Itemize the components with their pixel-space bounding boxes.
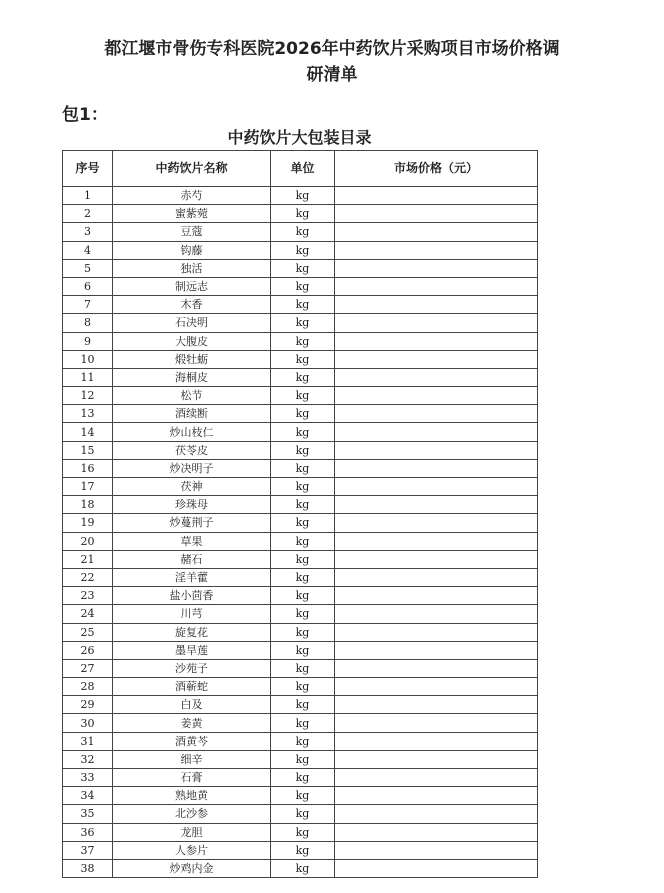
market-price[interactable] xyxy=(335,350,538,368)
herb-name: 白及 xyxy=(113,696,271,714)
herb-name: 炒蔓荆子 xyxy=(113,514,271,532)
herb-name: 酒续断 xyxy=(113,405,271,423)
unit: kg xyxy=(271,623,335,641)
row-number: 30 xyxy=(63,714,113,732)
unit: kg xyxy=(271,368,335,386)
row-number: 10 xyxy=(63,350,113,368)
herb-name: 细辛 xyxy=(113,750,271,768)
row-number: 17 xyxy=(63,478,113,496)
table-row xyxy=(63,205,538,223)
herb-name: 蜜紫菀 xyxy=(113,205,271,223)
market-price[interactable] xyxy=(335,514,538,532)
herb-name: 豆蔻 xyxy=(113,223,271,241)
row-number: 38 xyxy=(63,859,113,877)
market-price[interactable] xyxy=(335,368,538,386)
table-row xyxy=(63,750,538,768)
row-number: 8 xyxy=(63,314,113,332)
table-row xyxy=(63,641,538,659)
table-row xyxy=(63,696,538,714)
row-number: 26 xyxy=(63,641,113,659)
header-name: 中药饮片名称 xyxy=(113,151,271,187)
row-number: 37 xyxy=(63,841,113,859)
unit: kg xyxy=(271,841,335,859)
unit: kg xyxy=(271,205,335,223)
herb-name: 海桐皮 xyxy=(113,368,271,386)
unit: kg xyxy=(271,732,335,750)
unit: kg xyxy=(271,259,335,277)
unit: kg xyxy=(271,641,335,659)
market-price[interactable] xyxy=(335,823,538,841)
herb-name: 茯神 xyxy=(113,478,271,496)
table-row xyxy=(63,823,538,841)
market-price[interactable] xyxy=(335,459,538,477)
row-number: 4 xyxy=(63,241,113,259)
unit: kg xyxy=(271,787,335,805)
package-label: 包1： xyxy=(62,105,108,125)
unit: kg xyxy=(271,405,335,423)
table-row xyxy=(63,332,538,350)
herb-name: 珍珠母 xyxy=(113,496,271,514)
market-price[interactable] xyxy=(335,241,538,259)
unit: kg xyxy=(271,568,335,586)
unit: kg xyxy=(271,441,335,459)
unit: kg xyxy=(271,350,335,368)
unit: kg xyxy=(271,696,335,714)
herb-name: 钩藤 xyxy=(113,241,271,259)
herb-name: 煅牡蛎 xyxy=(113,350,271,368)
row-number: 29 xyxy=(63,696,113,714)
market-price[interactable] xyxy=(335,623,538,641)
title-line-1: 都江堰市骨伤专科医院2026年中药饮片采购项目市场价格调 xyxy=(104,39,560,59)
table-row xyxy=(63,859,538,877)
row-number: 23 xyxy=(63,587,113,605)
herb-name: 赤芍 xyxy=(113,187,271,205)
row-number: 18 xyxy=(63,496,113,514)
herb-name: 松节 xyxy=(113,387,271,405)
herb-name: 姜黄 xyxy=(113,714,271,732)
herb-name: 独活 xyxy=(113,259,271,277)
header-no: 序号 xyxy=(63,151,113,187)
unit: kg xyxy=(271,478,335,496)
row-number: 35 xyxy=(63,805,113,823)
table-row xyxy=(63,769,538,787)
herb-name: 旋复花 xyxy=(113,623,271,641)
row-number: 14 xyxy=(63,423,113,441)
table-row xyxy=(63,714,538,732)
unit: kg xyxy=(271,514,335,532)
market-price[interactable] xyxy=(335,441,538,459)
market-price[interactable] xyxy=(335,859,538,877)
herb-name: 草果 xyxy=(113,532,271,550)
herb-name: 石膏 xyxy=(113,769,271,787)
row-number: 24 xyxy=(63,605,113,623)
unit: kg xyxy=(271,296,335,314)
unit: kg xyxy=(271,714,335,732)
unit: kg xyxy=(271,659,335,677)
market-price[interactable] xyxy=(335,332,538,350)
row-number: 9 xyxy=(63,332,113,350)
herb-name: 盐小茴香 xyxy=(113,587,271,605)
market-price[interactable] xyxy=(335,259,538,277)
row-number: 5 xyxy=(63,259,113,277)
unit: kg xyxy=(271,678,335,696)
market-price[interactable] xyxy=(335,187,538,205)
market-price[interactable] xyxy=(335,841,538,859)
row-number: 19 xyxy=(63,514,113,532)
unit: kg xyxy=(271,859,335,877)
table-header-row xyxy=(63,151,538,187)
unit: kg xyxy=(271,805,335,823)
herb-name: 制远志 xyxy=(113,277,271,295)
row-number: 31 xyxy=(63,732,113,750)
herb-name: 酒蕲蛇 xyxy=(113,678,271,696)
table-row xyxy=(63,732,538,750)
herb-name: 沙苑子 xyxy=(113,659,271,677)
unit: kg xyxy=(271,187,335,205)
unit: kg xyxy=(271,332,335,350)
table-row xyxy=(63,841,538,859)
herb-name: 茯苓皮 xyxy=(113,441,271,459)
herb-name: 木香 xyxy=(113,296,271,314)
table-row xyxy=(63,387,538,405)
table-row xyxy=(63,787,538,805)
herb-name: 北沙参 xyxy=(113,805,271,823)
table-row xyxy=(63,405,538,423)
row-number: 21 xyxy=(63,550,113,568)
market-price[interactable] xyxy=(335,532,538,550)
market-price[interactable] xyxy=(335,641,538,659)
row-number: 1 xyxy=(63,187,113,205)
unit: kg xyxy=(271,823,335,841)
row-number: 13 xyxy=(63,405,113,423)
table-row xyxy=(63,550,538,568)
table-row xyxy=(63,187,538,205)
market-price[interactable] xyxy=(335,714,538,732)
market-price[interactable] xyxy=(335,769,538,787)
row-number: 6 xyxy=(63,277,113,295)
table-title: 中药饮片大包装目录 xyxy=(227,128,372,147)
herb-name: 大腹皮 xyxy=(113,332,271,350)
row-number: 33 xyxy=(63,769,113,787)
document-title xyxy=(40,36,624,88)
row-number: 2 xyxy=(63,205,113,223)
market-price[interactable] xyxy=(335,387,538,405)
unit: kg xyxy=(271,750,335,768)
table-row xyxy=(63,532,538,550)
row-number: 34 xyxy=(63,787,113,805)
row-number: 36 xyxy=(63,823,113,841)
header-price: 市场价格（元） xyxy=(335,151,538,187)
row-number: 11 xyxy=(63,368,113,386)
table-row xyxy=(63,296,538,314)
market-price[interactable] xyxy=(335,587,538,605)
row-number: 12 xyxy=(63,387,113,405)
market-price[interactable] xyxy=(335,478,538,496)
table-row xyxy=(63,277,538,295)
market-price[interactable] xyxy=(335,423,538,441)
unit: kg xyxy=(271,769,335,787)
table-row xyxy=(63,805,538,823)
herb-name: 淫羊藿 xyxy=(113,568,271,586)
row-number: 22 xyxy=(63,568,113,586)
table-row xyxy=(63,496,538,514)
row-number: 16 xyxy=(63,459,113,477)
market-price[interactable] xyxy=(335,568,538,586)
herb-name: 炒决明子 xyxy=(113,459,271,477)
table-row xyxy=(63,514,538,532)
row-number: 3 xyxy=(63,223,113,241)
table-row xyxy=(63,587,538,605)
table-row xyxy=(63,350,538,368)
table-row xyxy=(63,568,538,586)
market-price[interactable] xyxy=(335,550,538,568)
table-row xyxy=(63,368,538,386)
unit: kg xyxy=(271,532,335,550)
herb-name: 石决明 xyxy=(113,314,271,332)
header-unit: 单位 xyxy=(271,151,335,187)
herb-name: 炒山枝仁 xyxy=(113,423,271,441)
market-price[interactable] xyxy=(335,696,538,714)
row-number: 15 xyxy=(63,441,113,459)
unit: kg xyxy=(271,423,335,441)
unit: kg xyxy=(271,587,335,605)
row-number: 25 xyxy=(63,623,113,641)
table-row xyxy=(63,678,538,696)
herb-name: 墨旱莲 xyxy=(113,641,271,659)
unit: kg xyxy=(271,277,335,295)
unit: kg xyxy=(271,223,335,241)
market-price[interactable] xyxy=(335,787,538,805)
row-number: 7 xyxy=(63,296,113,314)
table-row xyxy=(63,478,538,496)
table-row xyxy=(63,623,538,641)
herb-name: 炒鸡内金 xyxy=(113,859,271,877)
herb-name: 赭石 xyxy=(113,550,271,568)
market-price[interactable] xyxy=(335,659,538,677)
title-line-2: 研清单 xyxy=(306,65,358,85)
unit: kg xyxy=(271,459,335,477)
unit: kg xyxy=(271,550,335,568)
herb-name: 人参片 xyxy=(113,841,271,859)
table-row xyxy=(63,223,538,241)
market-price[interactable] xyxy=(335,496,538,514)
table-row xyxy=(63,314,538,332)
unit: kg xyxy=(271,496,335,514)
herb-name: 酒黄芩 xyxy=(113,732,271,750)
herb-name: 龙胆 xyxy=(113,823,271,841)
market-price[interactable] xyxy=(335,277,538,295)
row-number: 27 xyxy=(63,659,113,677)
herb-name: 川芎 xyxy=(113,605,271,623)
row-number: 28 xyxy=(63,678,113,696)
table-row xyxy=(63,459,538,477)
market-price[interactable] xyxy=(335,223,538,241)
table-row xyxy=(63,605,538,623)
unit: kg xyxy=(271,387,335,405)
market-price[interactable] xyxy=(335,205,538,223)
table-row xyxy=(63,659,538,677)
market-price[interactable] xyxy=(335,750,538,768)
market-price[interactable] xyxy=(335,678,538,696)
market-price[interactable] xyxy=(335,805,538,823)
market-price[interactable] xyxy=(335,732,538,750)
table-row xyxy=(63,441,538,459)
row-number: 20 xyxy=(63,532,113,550)
unit: kg xyxy=(271,314,335,332)
price-table xyxy=(62,150,538,878)
unit: kg xyxy=(271,241,335,259)
market-price[interactable] xyxy=(335,314,538,332)
table-row xyxy=(63,259,538,277)
row-number: 32 xyxy=(63,750,113,768)
market-price[interactable] xyxy=(335,605,538,623)
table-row xyxy=(63,241,538,259)
table-row xyxy=(63,423,538,441)
unit: kg xyxy=(271,605,335,623)
herb-name: 熟地黄 xyxy=(113,787,271,805)
market-price[interactable] xyxy=(335,405,538,423)
market-price[interactable] xyxy=(335,296,538,314)
